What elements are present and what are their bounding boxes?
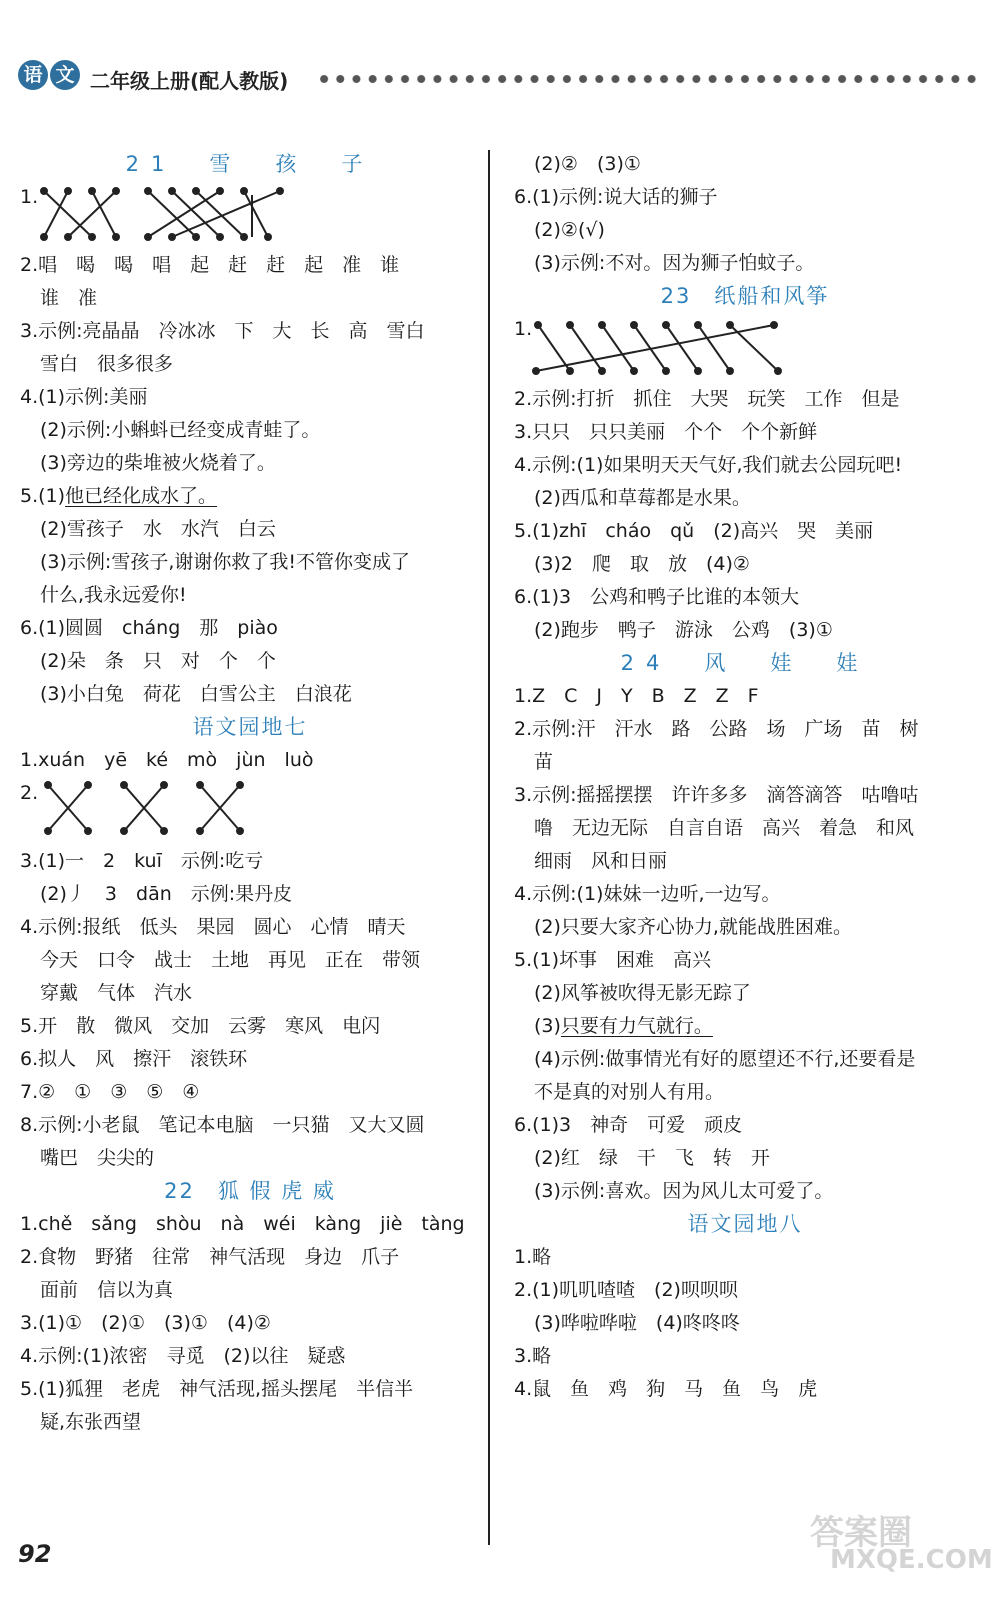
answer-line [20, 480, 480, 513]
column-divider [488, 150, 490, 1545]
answer-line: (3)小白兔 荷花 白雪公主 白浪花 [40, 683, 352, 705]
answer-line: 1.xuán yē ké mò jùn luò [20, 749, 314, 771]
answer-line: 7.② ① ③ ⑤ ④ [20, 1081, 200, 1103]
subject-logo [18, 60, 82, 90]
answer-line [514, 1010, 976, 1043]
section-title-yuwen-8: 语文园地八 [687, 1212, 803, 1236]
answer-line: (3)示例:雪孩子,谢谢你救了我!不管你变成了 [40, 551, 410, 573]
page-number: 92 [18, 1540, 52, 1568]
answer-line: 6.(1)3 神奇 可爱 顽皮 [514, 1114, 743, 1136]
answer-line: 2.食物 野猪 往常 神气活现 身边 爪子 [20, 1246, 400, 1268]
answer-line: 6.(1)圆圆 cháng 那 piào [20, 617, 278, 639]
matching-lines-7 [20, 777, 280, 845]
answer-line: 1.Z C J Y B Z Z F [514, 685, 759, 707]
right-column [514, 148, 976, 1406]
answer-line: (2)跑步 鸭子 游泳 公鸡 (3)① [534, 619, 833, 641]
answer-line: 苗 [534, 751, 554, 773]
section-title-yuwen-7: 语文园地七 [192, 715, 308, 739]
answer-line: 6.(1)示例:说大话的狮子 [514, 186, 718, 208]
left-column [20, 148, 480, 1439]
section-title-22: 22 狐 假 虎 威 [164, 1179, 336, 1203]
answer-line: 3.示例:摇摇摆摆 许许多多 滴答滴答 咕噜咕 [514, 784, 919, 806]
answer-line: 4.示例:(1)浓密 寻觅 (2)以往 疑惑 [20, 1345, 346, 1367]
answer-prefix: 5.(1) [20, 485, 66, 507]
answer-line: 3.略 [514, 1345, 552, 1367]
answer-line: 4.鼠 鱼 鸡 狗 马 鱼 鸟 虎 [514, 1378, 818, 1400]
subject-char-2: 文 [50, 60, 80, 90]
underlined-answer: 只要有力气就行。 [560, 1015, 713, 1037]
answer-line: 5.(1)狐狸 老虎 神气活现,摇头摆尾 半信半 [20, 1378, 414, 1400]
answer-line: (3)示例:不对。因为狮子怕蚊子。 [534, 252, 815, 274]
watermark-logo: 答案圈 [810, 1513, 912, 1553]
answer-line: (2)②(√) [534, 219, 605, 241]
answer-line: (2)风筝被吹得无影无踪了 [534, 982, 751, 1004]
answer-line: 3.(1)一 2 kuī 示例:吃亏 [20, 850, 264, 872]
answer-line: (2)② (3)① [534, 153, 641, 175]
answer-prefix: (3) [534, 1015, 561, 1037]
item-number: 2. [20, 782, 39, 804]
matching-lines-23 [514, 313, 814, 383]
answer-line: (2)丿 3 dān 示例:果丹皮 [40, 883, 293, 905]
section-title-23: 23 纸船和风筝 [660, 284, 830, 308]
answer-line: 3.只只 只只美丽 个个 个个新鲜 [514, 421, 818, 443]
answer-line: 穿戴 气体 汽水 [40, 982, 193, 1004]
answer-line: 今天 口令 战士 土地 再见 正在 带领 [40, 949, 421, 971]
section-title-24: 24 风 娃 娃 [620, 651, 870, 675]
header-dot-rule [316, 74, 976, 84]
answer-line: 疑,东张西望 [40, 1411, 142, 1433]
answer-line: (2)红 绿 干 飞 转 开 [534, 1147, 770, 1169]
answer-line: 6.拟人 风 擦汗 滚铁环 [20, 1048, 248, 1070]
answer-line: 2.示例:打折 抓住 大哭 玩笑 工作 但是 [514, 388, 900, 410]
underlined-answer: 他已经化成水了。 [65, 485, 218, 507]
answer-line: (3)哗啦哗啦 (4)咚咚咚 [534, 1312, 740, 1334]
subject-char-1: 语 [18, 60, 48, 90]
answer-line: 1.略 [514, 1246, 552, 1268]
answer-line: 嘴巴 尖尖的 [40, 1147, 155, 1169]
answer-line: 4.示例:报纸 低头 果园 圆心 心情 晴天 [20, 916, 406, 938]
answer-line: 2.示例:汗 汗水 路 公路 场 广场 苗 树 [514, 718, 919, 740]
answer-line: 谁 准 [40, 287, 98, 309]
answer-line: (3)2 爬 取 放 (4)② [534, 553, 750, 575]
answer-line: 5.开 散 微风 交加 云雾 寒风 电闪 [20, 1015, 381, 1037]
answer-line: 4.示例:(1)如果明天天气好,我们就去公园玩吧! [514, 454, 903, 476]
page-header [18, 58, 978, 98]
answer-line: (3)示例:喜欢。因为风儿太可爱了。 [534, 1180, 834, 1202]
answer-line: 2.唱 喝 喝 唱 起 赶 赶 起 准 谁 [20, 254, 400, 276]
matching-diagram-23 [514, 313, 976, 383]
answer-line: 细雨 风和日丽 [534, 850, 668, 872]
answer-line: 3.示例:亮晶晶 冷冰冰 下 大 长 高 雪白 [20, 320, 425, 342]
answer-line: (2)雪孩子 水 水汽 白云 [40, 518, 276, 540]
answer-line: 1.chě sǎng shòu nà wéi kàng jiè tàng [20, 1213, 465, 1235]
answer-line: (2)只要大家齐心协力,就能战胜困难。 [534, 916, 852, 938]
answer-line: 2.(1)叽叽喳喳 (2)呗呗呗 [514, 1279, 738, 1301]
answer-line: 什么,我永远爱你! [40, 584, 187, 606]
answer-line: 6.(1)3 公鸡和鸭子比谁的本领大 [514, 586, 800, 608]
section-title-21: 21 雪 孩 子 [125, 152, 375, 176]
answer-line: 3.(1)① (2)① (3)① (4)② [20, 1312, 271, 1334]
answer-line: (4)示例:做事情光有好的愿望还不行,还要看是 [534, 1048, 916, 1070]
answer-line: 不是真的对别人有用。 [534, 1081, 725, 1103]
matching-lines-21 [20, 181, 320, 249]
answer-line: 5.(1)坏事 困难 高兴 [514, 949, 712, 971]
answer-line: (2)朵 条 只 对 个 个 [40, 650, 276, 672]
answer-line: 5.(1)zhī cháo qǔ (2)高兴 哭 美丽 [514, 520, 874, 542]
answer-line: 面前 信以为真 [40, 1279, 174, 1301]
answer-line: (2)西瓜和草莓都是水果。 [534, 487, 751, 509]
grade-label: 二年级上册(配人教版) [90, 69, 289, 93]
answer-line: 4.示例:(1)妹妹一边听,一边写。 [514, 883, 781, 905]
answer-line: (3)旁边的柴堆被火烧着了。 [40, 452, 276, 474]
answer-line: 雪白 很多很多 [40, 353, 174, 375]
answer-line: 4.(1)示例:美丽 [20, 386, 148, 408]
item-number: 1. [20, 186, 39, 208]
watermark-url: MXQE.COM [830, 1545, 993, 1575]
answer-line: 8.示例:小老鼠 笔记本电脑 一只猫 又大又圆 [20, 1114, 425, 1136]
item-number: 1. [514, 318, 533, 340]
matching-diagram-21 [20, 181, 480, 249]
answer-line: 噜 无边无际 自言自语 高兴 着急 和风 [534, 817, 915, 839]
matching-diagram-7 [20, 777, 480, 845]
answer-line: (2)示例:小蝌蚪已经变成青蛙了。 [40, 419, 321, 441]
